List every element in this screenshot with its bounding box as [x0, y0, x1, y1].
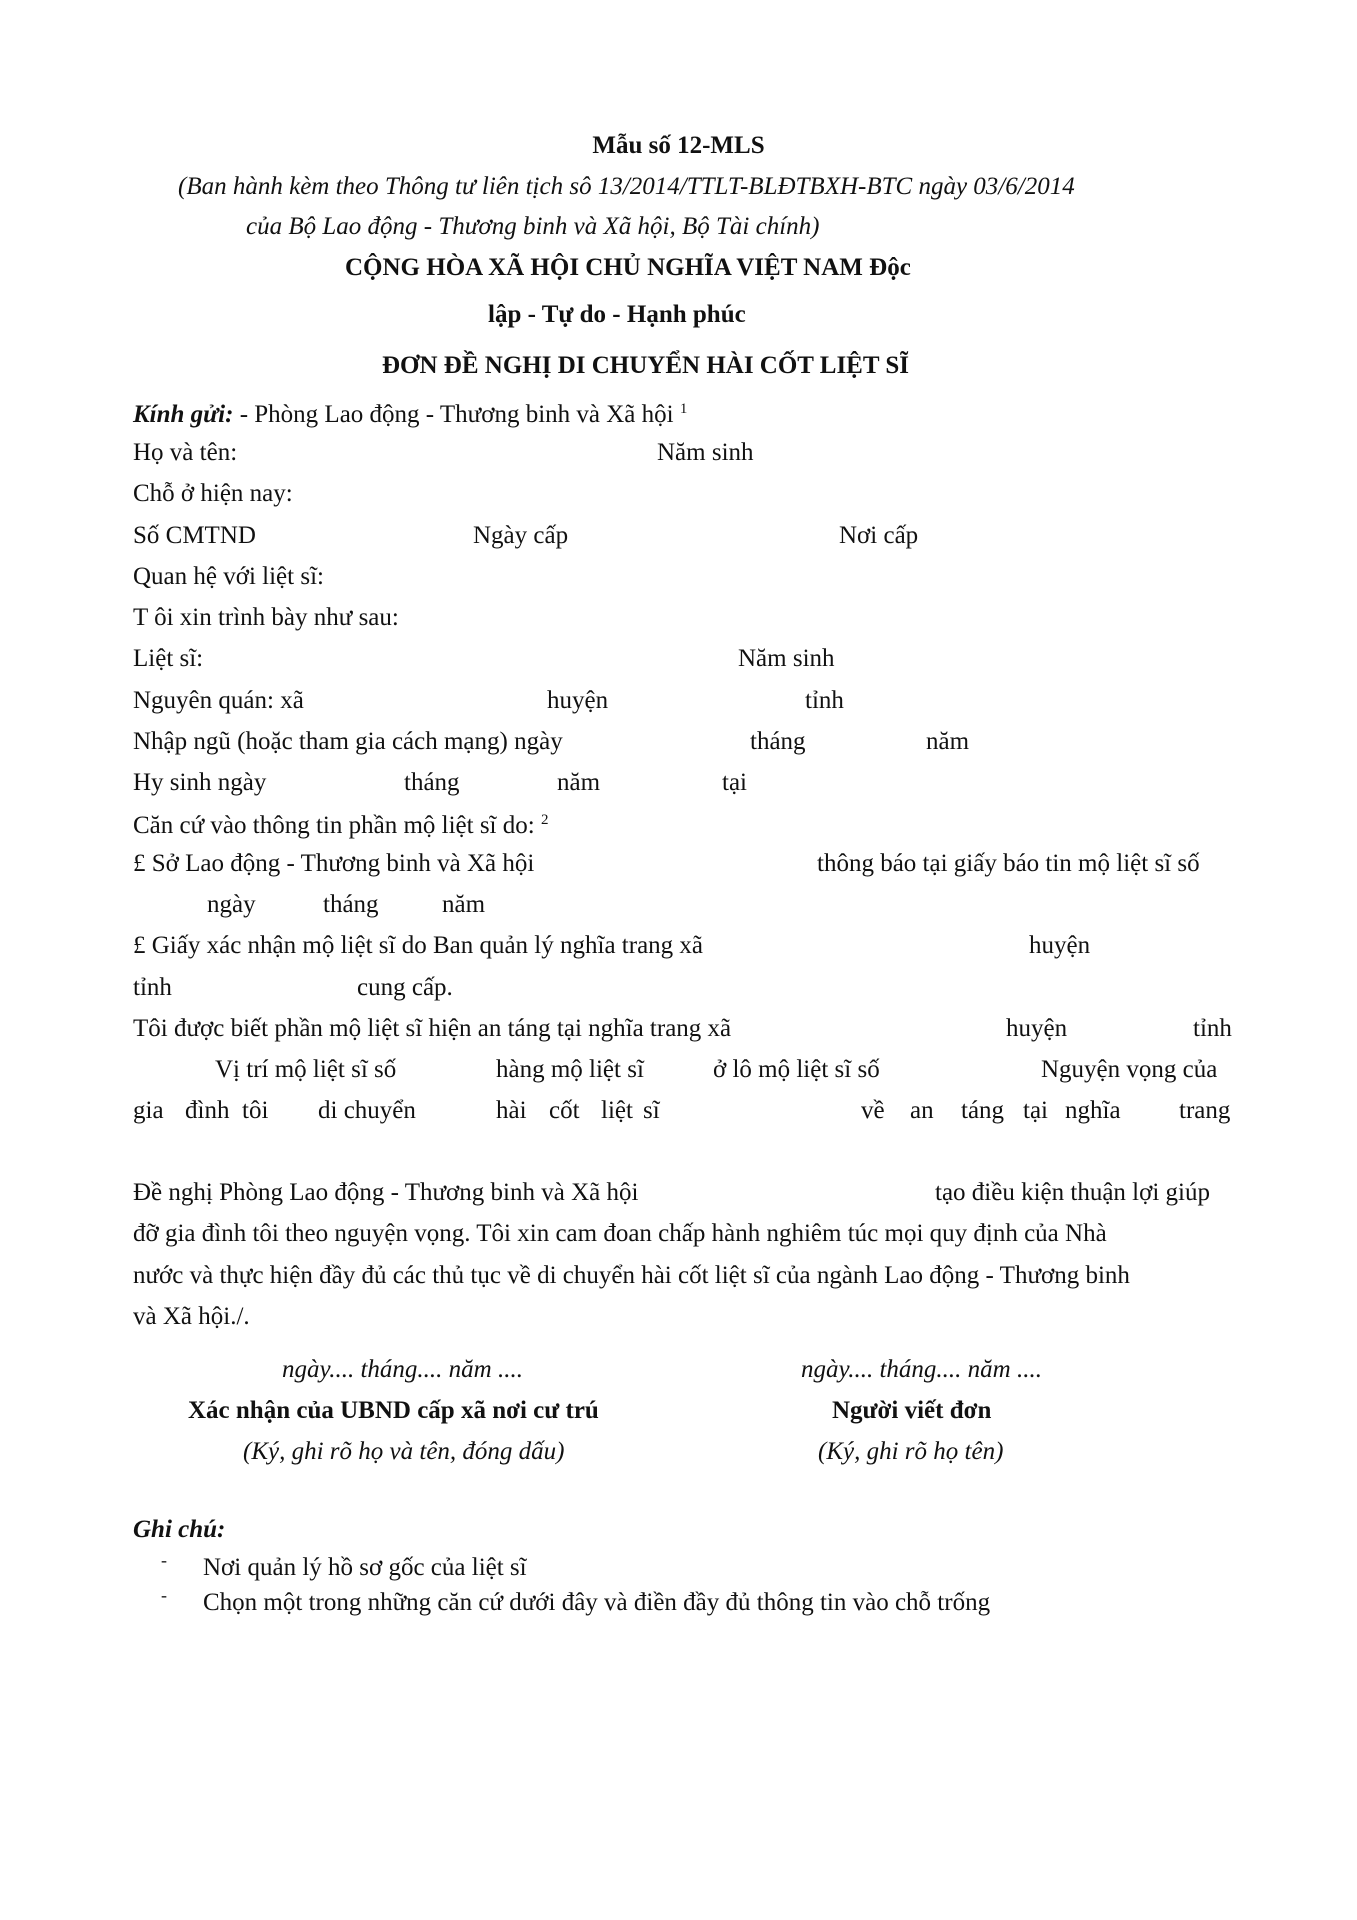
wish-word: nghĩa	[1065, 1097, 1121, 1124]
addressee-text: - Phòng Lao động - Thương binh và Xã hội	[233, 401, 680, 428]
request-line-2: đỡ gia đình tôi theo nguyện vọng. Tôi xin cam đoan chấp hành nghiêm túc mọi quy định của Nhà	[133, 1220, 1107, 1247]
wish-word: đình	[185, 1097, 230, 1124]
request-line-3: nước và thực hiện đầy đủ các thủ tục về di chuyển hài cốt liệt sĩ của ngành Lao động - Thương binh	[133, 1262, 1130, 1289]
wish-word: cốt	[549, 1097, 580, 1124]
grave-position-label: Vị trí mộ liệt sĩ số	[215, 1056, 397, 1083]
wish-word: về	[861, 1097, 885, 1124]
wish-word: tôi	[242, 1097, 269, 1124]
grave-lot-label: ở lô mộ liệt sĩ số	[713, 1056, 880, 1083]
id-number-label: Số CMTND	[133, 522, 256, 549]
wish-word: hài	[496, 1097, 527, 1124]
grave-district-label: huyện	[1006, 1015, 1068, 1042]
id-issue-date-label: Ngày cấp	[473, 522, 569, 549]
death-month-label: tháng	[404, 769, 460, 796]
wish-word: gia	[133, 1097, 164, 1124]
wish-word: sĩ	[643, 1097, 660, 1124]
note-item-2: Chọn một trong những căn cứ dưới đây và điền đầy đủ thông tin vào chỗ trống	[203, 1589, 991, 1616]
basis-option-1-day: ngày	[207, 891, 256, 918]
basis-option-2-district: huyện	[1029, 932, 1091, 959]
basis-option-2: £ Giấy xác nhận mộ liệt sĩ do Ban quản lý nghĩa trang xã	[133, 932, 704, 959]
footnote-ref-1: 1	[679, 401, 688, 417]
family-wish-label: Nguyện vọng của	[1041, 1056, 1218, 1083]
addressee-line	[133, 400, 687, 430]
right-sign-title: Người viết đơn	[832, 1397, 992, 1424]
hometown-district-label: huyện	[547, 687, 609, 714]
note-item-1: Nơi quản lý hồ sơ gốc của liệt sĩ	[203, 1554, 527, 1581]
wish-word: liệt	[601, 1097, 633, 1124]
addressee-label: Kính gửi:	[133, 401, 234, 428]
wish-word: trang	[1179, 1097, 1231, 1124]
national-motto-line-1: CỘNG HÒA XÃ HỘI CHỦ NGHĨA VIỆT NAM Độc	[345, 254, 911, 281]
footnote-ref-2: 2	[540, 812, 549, 828]
basis-option-2-provided: cung cấp.	[357, 974, 453, 1001]
applicant-name-label: Họ và tên:	[133, 439, 238, 466]
basis-option-1-year: năm	[442, 891, 486, 918]
residence-label: Chỗ ở hiện nay:	[133, 480, 293, 507]
wish-word: táng	[961, 1097, 1005, 1124]
right-sign-date: ngày.... tháng.... năm ....	[801, 1356, 1042, 1383]
right-sign-note: (Ký, ghi rõ họ tên)	[818, 1438, 1004, 1465]
note-bullet: -	[161, 1550, 167, 1570]
basis-intro-text: Căn cứ vào thông tin phần mộ liệt sĩ do:	[133, 812, 541, 839]
enlist-date-label: Nhập ngũ (hoặc tham gia cách mạng) ngày	[133, 728, 563, 755]
hometown-province-label: tỉnh	[805, 687, 844, 714]
request-line-1: Đề nghị Phòng Lao động - Thương binh và Xã hội	[133, 1179, 639, 1206]
martyr-birth-year-label: Năm sinh	[738, 645, 835, 672]
death-place-label: tại	[722, 769, 747, 796]
wish-word: di chuyển	[318, 1097, 416, 1124]
form-number: Mẫu số 12-MLS	[592, 132, 765, 159]
wish-word: tại	[1023, 1097, 1048, 1124]
hometown-commune-label: Nguyên quán: xã	[133, 687, 304, 714]
issued-by-line-1: (Ban hành kèm theo Thông tư liên tịch sô 13/2014/TTLT-BLĐTBXH-BTC ngày 03/6/2014	[178, 173, 1075, 200]
issued-by-line-2: của Bộ Lao động - Thương binh và Xã hội, Bộ Tài chính)	[246, 213, 820, 240]
basis-option-1: £ Sở Lao động - Thương binh và Xã hội	[133, 850, 535, 877]
martyr-name-label: Liệt sĩ:	[133, 645, 204, 672]
grave-row-label: hàng mộ liệt sĩ	[496, 1056, 644, 1083]
request-line-4: và Xã hội./.	[133, 1303, 250, 1330]
id-issue-place-label: Nơi cấp	[839, 522, 919, 549]
notes-heading: Ghi chú:	[133, 1516, 226, 1543]
applicant-birth-year-label: Năm sinh	[657, 439, 754, 466]
grave-cemetery-line: Tôi được biết phần mộ liệt sĩ hiện an táng tại nghĩa trang xã	[133, 1015, 732, 1042]
left-sign-note: (Ký, ghi rõ họ và tên, đóng dấu)	[243, 1438, 565, 1465]
left-sign-date: ngày.... tháng.... năm ....	[282, 1356, 523, 1383]
request-line-1-right: tạo điều kiện thuận lợi giúp	[935, 1179, 1210, 1206]
left-sign-title: Xác nhận của UBND cấp xã nơi cư trú	[188, 1397, 599, 1424]
death-date-label: Hy sinh ngày	[133, 769, 267, 796]
death-year-label: năm	[557, 769, 601, 796]
enlist-month-label: tháng	[750, 728, 806, 755]
basis-option-1-month: tháng	[323, 891, 379, 918]
basis-option-2-province: tỉnh	[133, 974, 172, 1001]
grave-province-label: tỉnh	[1193, 1015, 1232, 1042]
presentation-label: T ôi xin trình bày như sau:	[133, 604, 399, 631]
enlist-year-label: năm	[926, 728, 970, 755]
wish-word: an	[910, 1097, 934, 1124]
basis-intro	[133, 811, 548, 841]
document-title: ĐƠN ĐỀ NGHỊ DI CHUYỂN HÀI CỐT LIỆT SĨ	[382, 352, 909, 379]
basis-option-1-notice: thông báo tại giấy báo tin mộ liệt sĩ số	[817, 850, 1200, 877]
national-motto-line-2: lập - Tự do - Hạnh phúc	[488, 301, 746, 328]
relation-label: Quan hệ với liệt sĩ:	[133, 563, 324, 590]
note-bullet: -	[161, 1585, 167, 1605]
